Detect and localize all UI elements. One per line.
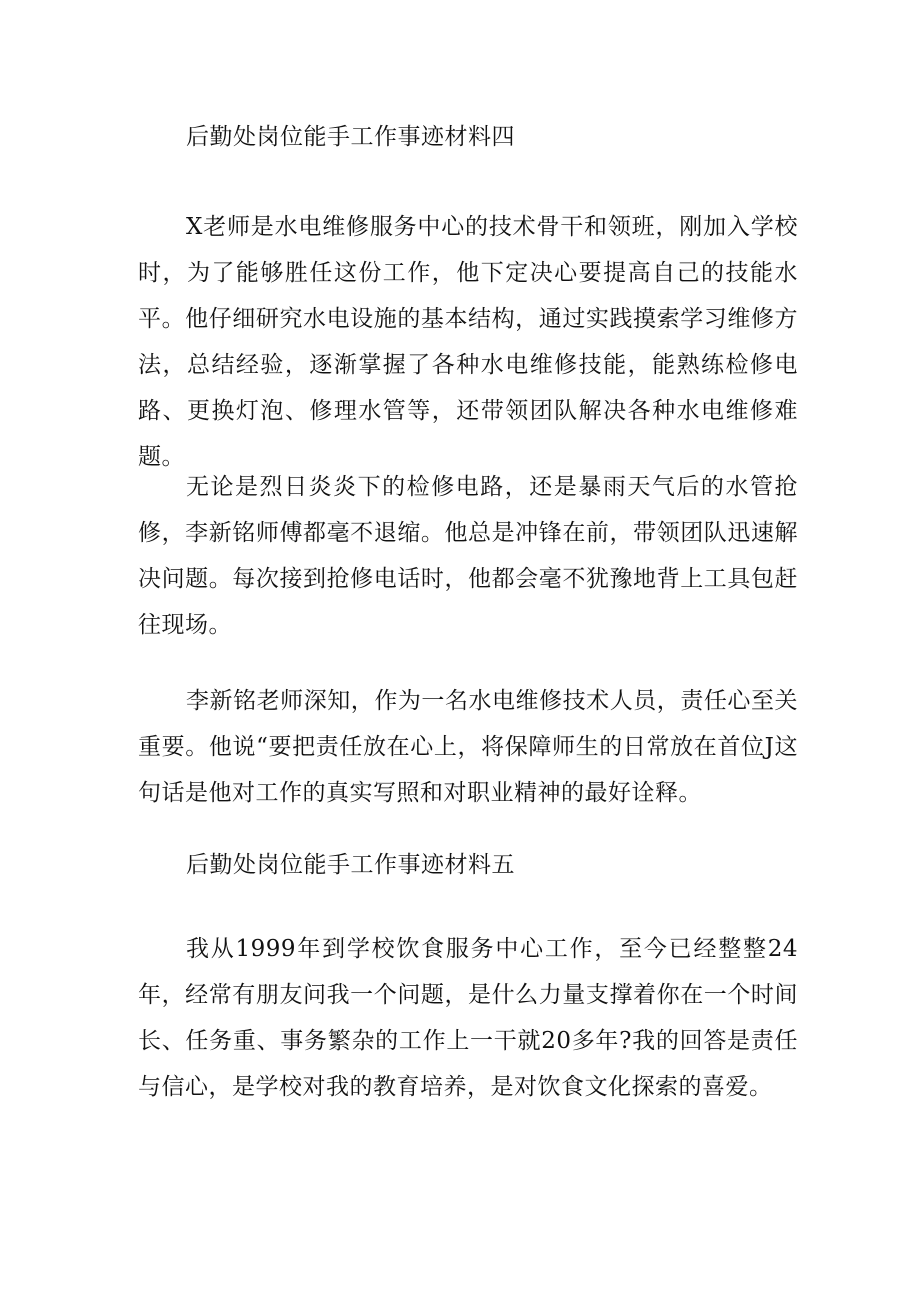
- section-heading-5: 后勤处岗位能手工作事迹材料五: [186, 852, 515, 878]
- section-heading-4: 后勤处岗位能手工作事迹材料四: [186, 124, 515, 150]
- paragraph: 无论是烈日炎炎下的检修电路，还是暴雨天气后的水管抢修，李新铭师傅都毫不退缩。他总是冲锋在前，带领团队迅速解决问题。每次接到抢修电话时，他都会毫不犹豫地背上工具包赶往现场。: [138, 474, 798, 638]
- paragraph: X老师是水电维修服务中心的技术骨干和领班，刚加入学校时，为了能够胜任这份工作，他下定决心要提高自己的技能水平。他仔细研究水电设施的基本结构，通过实践摸索学习维修方法，总结经验，逐渐掌握了各种水电维修技能，能熟练检修电路、更换灯泡、修理水管等，还带领团队解决各种水电维修难题。: [138, 214, 798, 470]
- paragraph: 我从1999年到学校饮食服务中心工作，至今已经整整24年，经常有朋友问我一个问题，是什么力量支撑着你在一个时间长、任务重、事务繁杂的工作上一干就20多年?我的回答是责任与信心，是学校对我的教育培养，是对饮食文化探索的喜爱。: [138, 936, 798, 1100]
- paragraph: 李新铭老师深知，作为一名水电维修技术人员，责任心至关重要。他说“要把责任放在心上，将保障师生的日常放在首位J这句话是他对工作的真实写照和对职业精神的最好诠释。: [138, 688, 798, 806]
